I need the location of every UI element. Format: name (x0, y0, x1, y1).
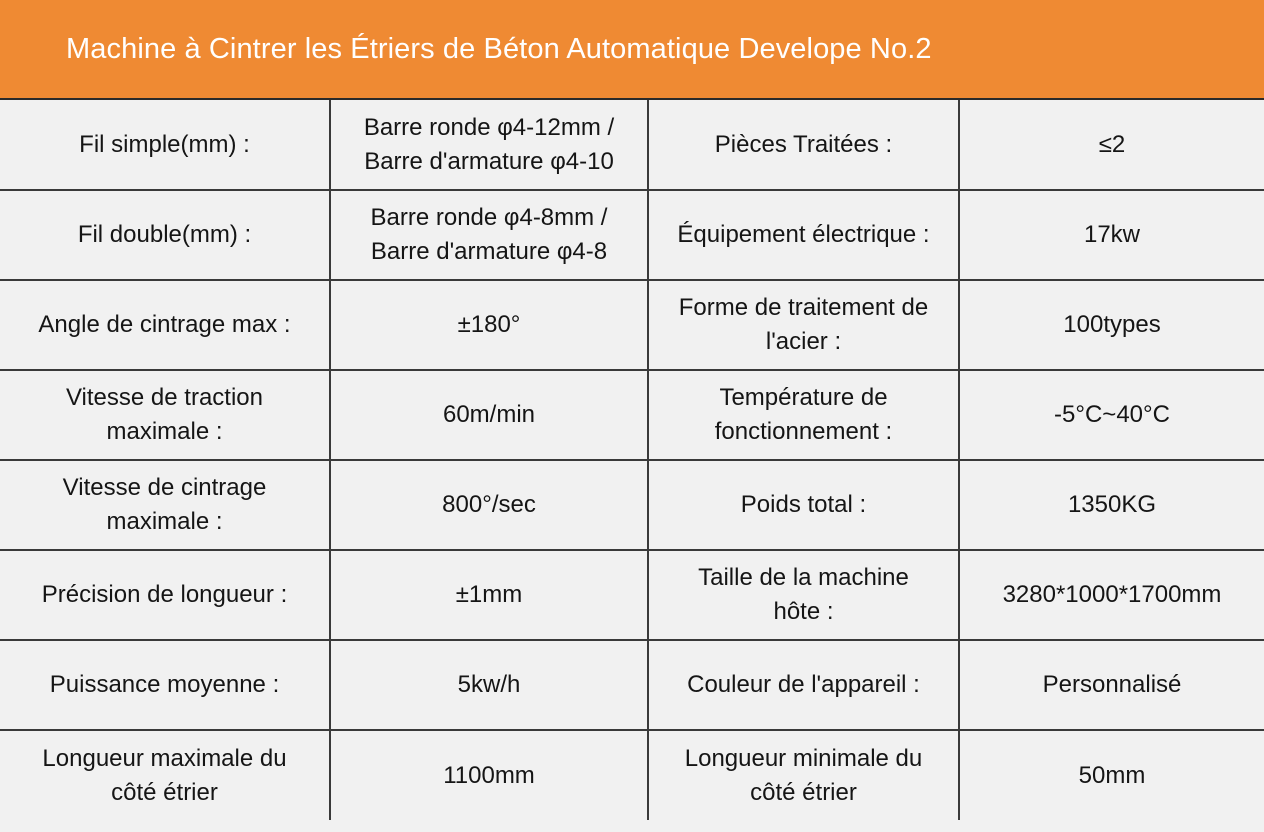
spec-label: Couleur de l'appareil : (648, 640, 959, 730)
spec-value: 1350KG (959, 460, 1264, 550)
spec-value: 800°/sec (330, 460, 648, 550)
table-row (0, 370, 1264, 460)
spec-label: Pièces Traitées : (648, 100, 959, 190)
spec-value: -5°C~40°C (959, 370, 1264, 460)
spec-table (0, 100, 1264, 820)
spec-label: Longueur minimale du côté étrier (648, 730, 959, 820)
spec-label: Fil simple(mm) : (0, 100, 330, 190)
spec-label: Poids total : (648, 460, 959, 550)
spec-label: Vitesse de cintrage maximale : (0, 460, 330, 550)
spec-label: Taille de la machine hôte : (648, 550, 959, 640)
spec-label: Vitesse de traction maximale : (0, 370, 330, 460)
spec-label: Angle de cintrage max : (0, 280, 330, 370)
page-title: Machine à Cintrer les Étriers de Béton Automatique Develope No.2 (66, 32, 932, 65)
spec-value: Barre ronde φ4-8mm / Barre d'armature φ4-8 (330, 190, 648, 280)
spec-value: 1100mm (330, 730, 648, 820)
table-row (0, 730, 1264, 820)
spec-value: Barre ronde φ4-12mm / Barre d'armature φ4-10 (330, 100, 648, 190)
spec-value: ≤2 (959, 100, 1264, 190)
spec-label: Équipement électrique : (648, 190, 959, 280)
spec-value: ±180° (330, 280, 648, 370)
spec-value: ±1mm (330, 550, 648, 640)
spec-label: Précision de longueur : (0, 550, 330, 640)
spec-value: 60m/min (330, 370, 648, 460)
table-row (0, 640, 1264, 730)
table-row (0, 460, 1264, 550)
spec-label: Température de fonctionnement : (648, 370, 959, 460)
spec-value: 17kw (959, 190, 1264, 280)
spec-label: Forme de traitement de l'acier : (648, 280, 959, 370)
spec-label: Puissance moyenne : (0, 640, 330, 730)
spec-value: 50mm (959, 730, 1264, 820)
spec-value: 100types (959, 280, 1264, 370)
spec-value: Personnalisé (959, 640, 1264, 730)
table-row (0, 190, 1264, 280)
spec-value: 5kw/h (330, 640, 648, 730)
table-row (0, 100, 1264, 190)
table-row (0, 280, 1264, 370)
table-row (0, 550, 1264, 640)
spec-label: Fil double(mm) : (0, 190, 330, 280)
spec-value: 3280*1000*1700mm (959, 550, 1264, 640)
spec-label: Longueur maximale du côté étrier (0, 730, 330, 820)
header-bar (0, 0, 1264, 100)
